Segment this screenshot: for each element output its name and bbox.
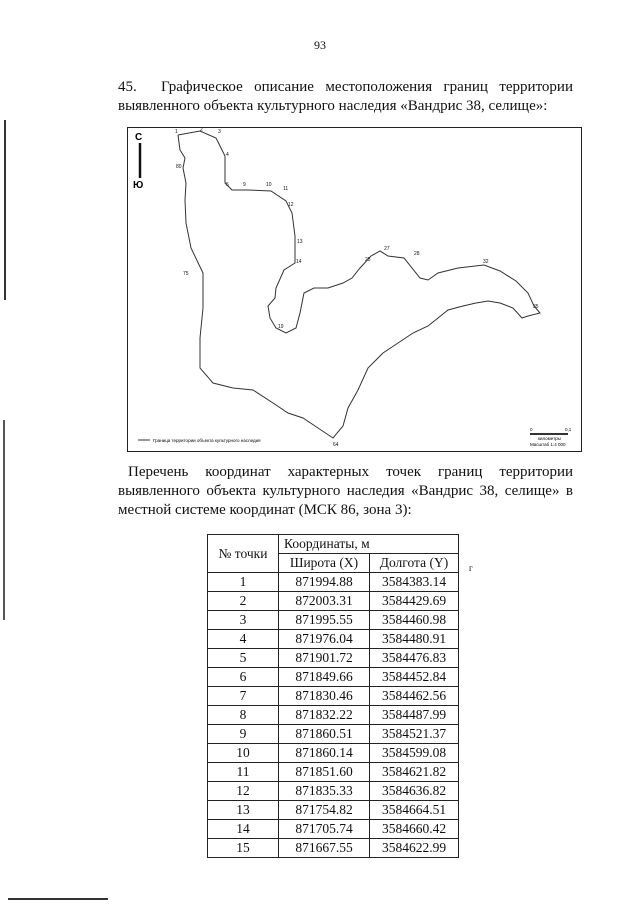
boundary-map [127,127,582,452]
latitude-cell: 871830.46 [279,687,370,706]
point-number-cell: 11 [208,763,279,782]
point-number-cell: 3 [208,611,279,630]
table-row [208,592,459,611]
section-title: Графическое описание местоположения границ территории выявленного объекта культурного наследия «Вандрис 38, селище»: [118,79,573,114]
north-label: С [135,132,143,143]
table-row [208,573,459,592]
point-number-cell: 5 [208,649,279,668]
point-number-cell: 15 [208,839,279,858]
col-lon-header: Долгота (Y) [370,554,459,573]
col-number-header: № точки [208,535,279,573]
latitude-cell: 871976.04 [279,630,370,649]
table-row [208,801,459,820]
longitude-cell: 3584462.56 [370,687,459,706]
coordinates-table [207,534,459,858]
scan-edge-line [4,120,6,300]
table-row [208,649,459,668]
longitude-cell: 3584476.83 [370,649,459,668]
longitude-cell: 3584452.84 [370,668,459,687]
table-body [208,573,459,858]
latitude-cell: 871849.66 [279,668,370,687]
point-label: 1 [175,129,178,135]
point-label: 12 [288,202,294,208]
point-label: 2 [200,128,203,133]
latitude-cell: 871705.74 [279,820,370,839]
table-row [208,820,459,839]
point-label: 75 [183,271,189,277]
list-heading-text: Перечень координат характерных точек границ территории выявленного объекта культурного наследия «Вандрис 38, селище» в местной системе координат (МСК 86, зона 3): [118,464,573,518]
latitude-cell: 871901.72 [279,649,370,668]
point-number-cell: 14 [208,820,279,839]
latitude-cell: 871667.55 [279,839,370,858]
point-number-cell: 13 [208,801,279,820]
scale-max: 0,1 [565,427,572,432]
list-heading [118,463,573,520]
latitude-cell: 871835.33 [279,782,370,801]
table-row [208,611,459,630]
point-number-cell: 6 [208,668,279,687]
scale-zero: 0 [530,427,533,432]
point-label: 11 [283,186,289,192]
longitude-cell: 3584383.14 [370,573,459,592]
point-label: 13 [297,239,303,245]
point-number-cell: 7 [208,687,279,706]
latitude-cell: 871995.55 [279,611,370,630]
point-label: 80 [176,164,182,170]
longitude-cell: 3584621.82 [370,763,459,782]
point-label: 19 [278,324,284,330]
longitude-cell: 3584487.99 [370,706,459,725]
point-label: 35 [533,304,539,310]
boundary-line [178,131,540,438]
point-label: 27 [384,246,390,252]
table-row [208,744,459,763]
table-row [208,782,459,801]
latitude-cell: 871860.51 [279,725,370,744]
latitude-cell: 872003.31 [279,592,370,611]
table-row [208,630,459,649]
point-number-cell: 4 [208,630,279,649]
point-label: 5 [226,182,229,188]
longitude-cell: 3584521.37 [370,725,459,744]
point-labels [175,128,539,448]
section-number: 45. [118,79,137,95]
point-label: 64 [333,442,339,448]
point-label: 25 [365,257,371,263]
point-number-cell: 8 [208,706,279,725]
longitude-cell: 3584636.82 [370,782,459,801]
col-lat-header: Широта (X) [279,554,370,573]
latitude-cell: 871832.22 [279,706,370,725]
scale-text: Масштаб 1:4 000 [530,442,566,447]
south-label: Ю [133,180,144,191]
table-header-row [208,535,459,554]
longitude-cell: 3584460.98 [370,611,459,630]
point-label: 32 [483,259,489,265]
point-number-cell: 9 [208,725,279,744]
longitude-cell: 3584664.51 [370,801,459,820]
point-number-cell: 12 [208,782,279,801]
legend-text: Граница территории объекта культурного наследия [153,438,261,443]
point-label: 14 [296,259,302,265]
point-label: 28 [414,251,420,257]
section-heading [118,78,573,116]
longitude-cell: 3584429.69 [370,592,459,611]
boundary-map-drawing [128,128,581,451]
point-number-cell: 1 [208,573,279,592]
scan-edge-line [3,420,5,620]
scale-bar [530,433,568,435]
point-number-cell: 2 [208,592,279,611]
col-coords-header: Координаты, м [279,535,459,554]
table-row [208,839,459,858]
stray-mark: г [469,563,473,573]
longitude-cell: 3584622.99 [370,839,459,858]
table-row [208,725,459,744]
table-row [208,687,459,706]
longitude-cell: 3584660.42 [370,820,459,839]
scan-edge-line [8,898,108,900]
scale-units: километры [538,436,561,441]
table-row [208,763,459,782]
point-label: 4 [226,152,229,158]
point-number-cell: 10 [208,744,279,763]
point-label: 10 [266,182,272,188]
table-row [208,706,459,725]
latitude-cell: 871754.82 [279,801,370,820]
latitude-cell: 871860.14 [279,744,370,763]
table-row [208,668,459,687]
point-label: 9 [243,182,246,188]
latitude-cell: 871994.88 [279,573,370,592]
longitude-cell: 3584480.91 [370,630,459,649]
point-label: 3 [218,129,221,135]
page-number: 93 [314,38,326,52]
longitude-cell: 3584599.08 [370,744,459,763]
latitude-cell: 871851.60 [279,763,370,782]
